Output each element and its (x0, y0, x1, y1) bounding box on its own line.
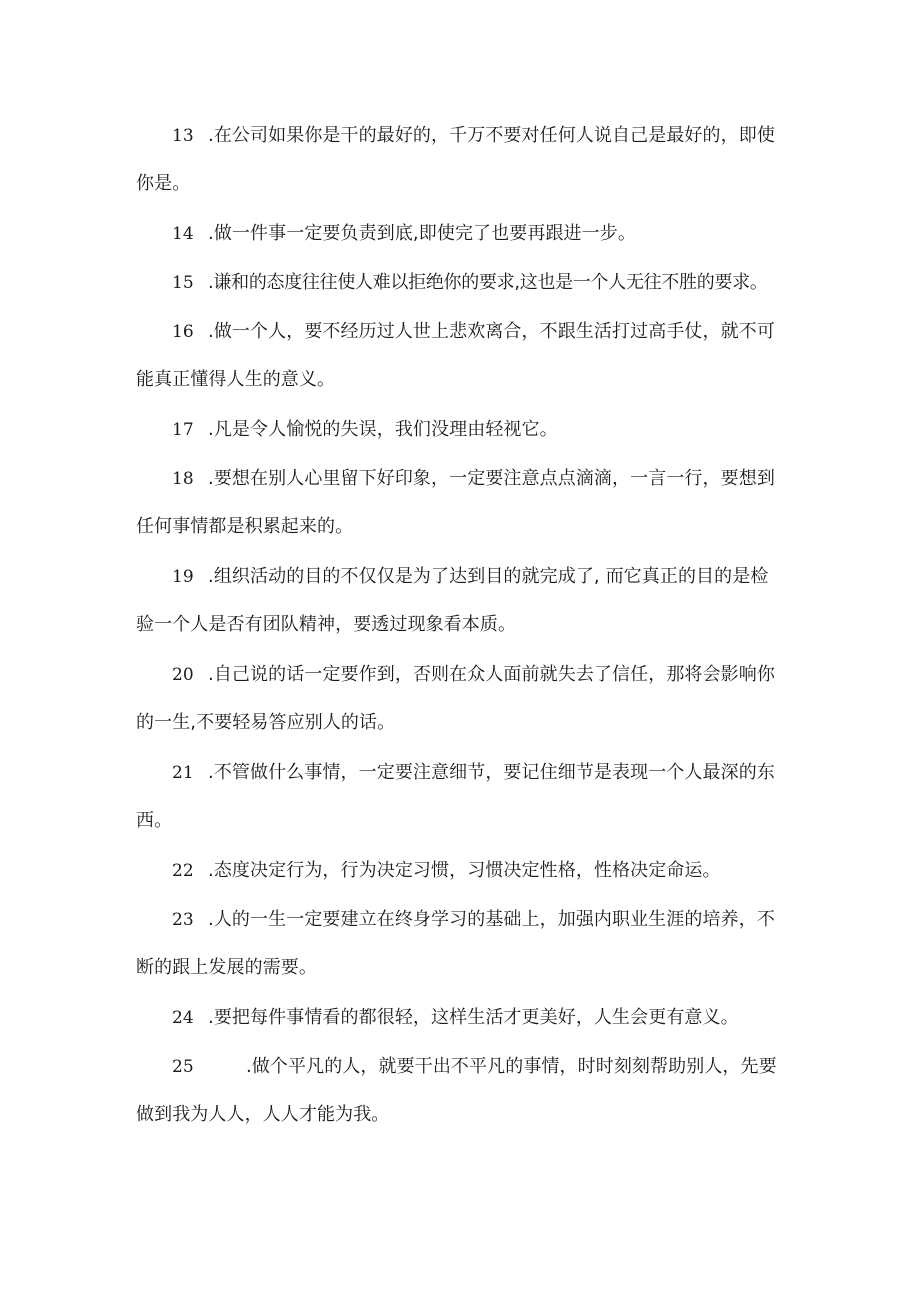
item-text: .要想在别人心里留下好印象，一定要注意点点滴滴，一言一行，要想到 (208, 468, 775, 489)
item-text: .自己说的话一定要作到，否则在众人面前就失去了信任，那将会影响你 (208, 664, 775, 685)
item-text: 的一生,不要轻易答应别人的话。 (136, 712, 396, 733)
item-text: 能真正懂得人生的意义。 (136, 369, 336, 390)
item-number: 19 (172, 567, 194, 587)
item-number: 17 (172, 420, 194, 440)
item-text: .要把每件事情看的都很轻，这样生活才更美好，人生会更有意义。 (208, 1007, 739, 1028)
item-number: 16 (172, 322, 194, 342)
item-number: 21 (172, 763, 194, 783)
list-item (136, 406, 786, 454)
item-number: 24 (172, 1008, 194, 1028)
list-item (136, 847, 786, 895)
list-item (136, 210, 786, 258)
item-number: 14 (172, 224, 194, 244)
list-item (136, 112, 786, 208)
item-text: .谦和的态度往往使人难以拒绝你的要求,这也是一个人无往不胜的要求。 (208, 272, 768, 293)
list-item (136, 455, 786, 551)
item-text: .做一个人，要不经历过人世上悲欢离合，不跟生活打过高手仗，就不可 (208, 321, 775, 342)
item-text: .做一件事一定要负责到底,即使完了也要再跟进一步。 (208, 223, 636, 244)
list-item (136, 994, 786, 1042)
item-text: 任何事情都是积累起来的。 (136, 516, 354, 537)
item-number: 25 (172, 1057, 194, 1077)
item-text: 验一个人是否有团队精神，要透过现象看本质。 (136, 614, 517, 635)
item-number: 18 (172, 469, 194, 489)
item-text: .人的一生一定要建立在终身学习的基础上，加强内职业生涯的培养，不 (208, 909, 775, 930)
item-text: 做到我为人人，人人才能为我。 (136, 1104, 390, 1125)
item-text: .凡是令人愉悦的失误，我们没理由轻视它。 (208, 419, 558, 440)
item-text: .做个平凡的人，就要干出不平凡的事情，时时刻刻帮助别人，先要 (246, 1056, 777, 1077)
item-number: 22 (172, 861, 194, 881)
list-item (136, 1043, 786, 1139)
item-text: 西。 (136, 810, 173, 831)
item-number: 15 (172, 273, 194, 293)
item-number: 20 (172, 665, 194, 685)
item-text: .不管做什么事情，一定要注意细节，要记住细节是表现一个人最深的东 (208, 762, 775, 783)
list-item (136, 308, 786, 404)
item-number: 23 (172, 910, 194, 930)
list-item (136, 553, 786, 649)
item-number: 13 (172, 126, 194, 146)
item-text: 你是。 (136, 173, 191, 194)
item-text: .在公司如果你是干的最好的，千万不要对任何人说自己是最好的，即使 (208, 125, 775, 146)
list-item (136, 749, 786, 845)
list-item (136, 259, 786, 307)
item-text: 断的跟上发展的需要。 (136, 957, 317, 978)
list-item (136, 896, 786, 992)
list-item (136, 651, 786, 747)
item-text: .组织活动的目的不仅仅是为了达到目的就完成了, 而它真正的目的是检 (208, 566, 769, 587)
item-text: .态度决定行为，行为决定习惯，习惯决定性格，性格决定命运。 (208, 860, 721, 881)
